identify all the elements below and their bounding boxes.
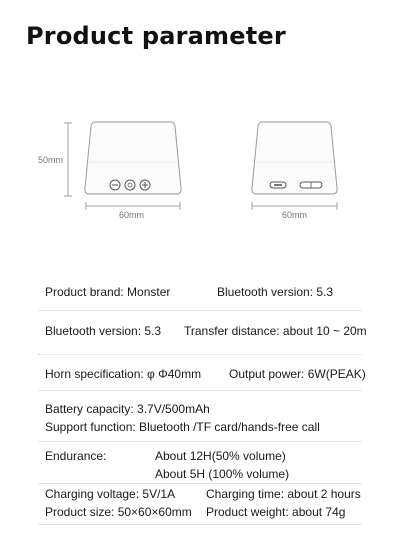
spec-bluetooth-version: Bluetooth version: 5.3 — [45, 324, 162, 338]
spec-support: Support function: Bluetooth /TF card/hands-free call — [45, 420, 320, 434]
divider — [38, 354, 362, 355]
spec-size: Product size: 50×60×60mm — [45, 505, 192, 519]
spec-transfer-distance: Transfer distance: about 10 ~ 20m — [184, 324, 367, 338]
divider — [38, 483, 362, 484]
page-title: Product parameter — [26, 22, 286, 50]
speaker-front-view — [85, 122, 181, 194]
spec-endurance-50: About 12H(50% volume) — [155, 449, 286, 463]
spec-endurance-label: Endurance: — [45, 449, 107, 463]
speaker-drawings — [0, 110, 400, 230]
speaker-back-view — [252, 122, 337, 194]
divider — [38, 390, 362, 391]
spec-endurance-100: About 5H (100% volume) — [155, 467, 290, 481]
spec-charging-time: Charging time: about 2 hours — [206, 487, 361, 501]
back-width-dimension-label: 60mm — [282, 210, 308, 220]
divider — [38, 524, 362, 525]
dimension-diagram — [0, 110, 400, 230]
front-width-dimension-label: 60mm — [119, 210, 145, 220]
spec-brand: Product brand: Monster — [45, 285, 171, 299]
spec-weight: Product weight: about 74g — [206, 505, 346, 519]
spec-battery: Battery capacity: 3.7V/500mAh — [45, 402, 210, 416]
spec-output-power: Output power: 6W(PEAK) — [229, 367, 366, 381]
divider — [38, 310, 362, 311]
divider — [38, 441, 362, 442]
spec-bluetooth-version: Bluetooth version: 5.3 — [217, 285, 334, 299]
spec-horn: Horn specification: φ Φ40mm — [45, 367, 202, 381]
spec-charging-voltage: Charging voltage: 5V/1A — [45, 487, 176, 501]
height-dimension-label: 50mm — [38, 155, 64, 165]
